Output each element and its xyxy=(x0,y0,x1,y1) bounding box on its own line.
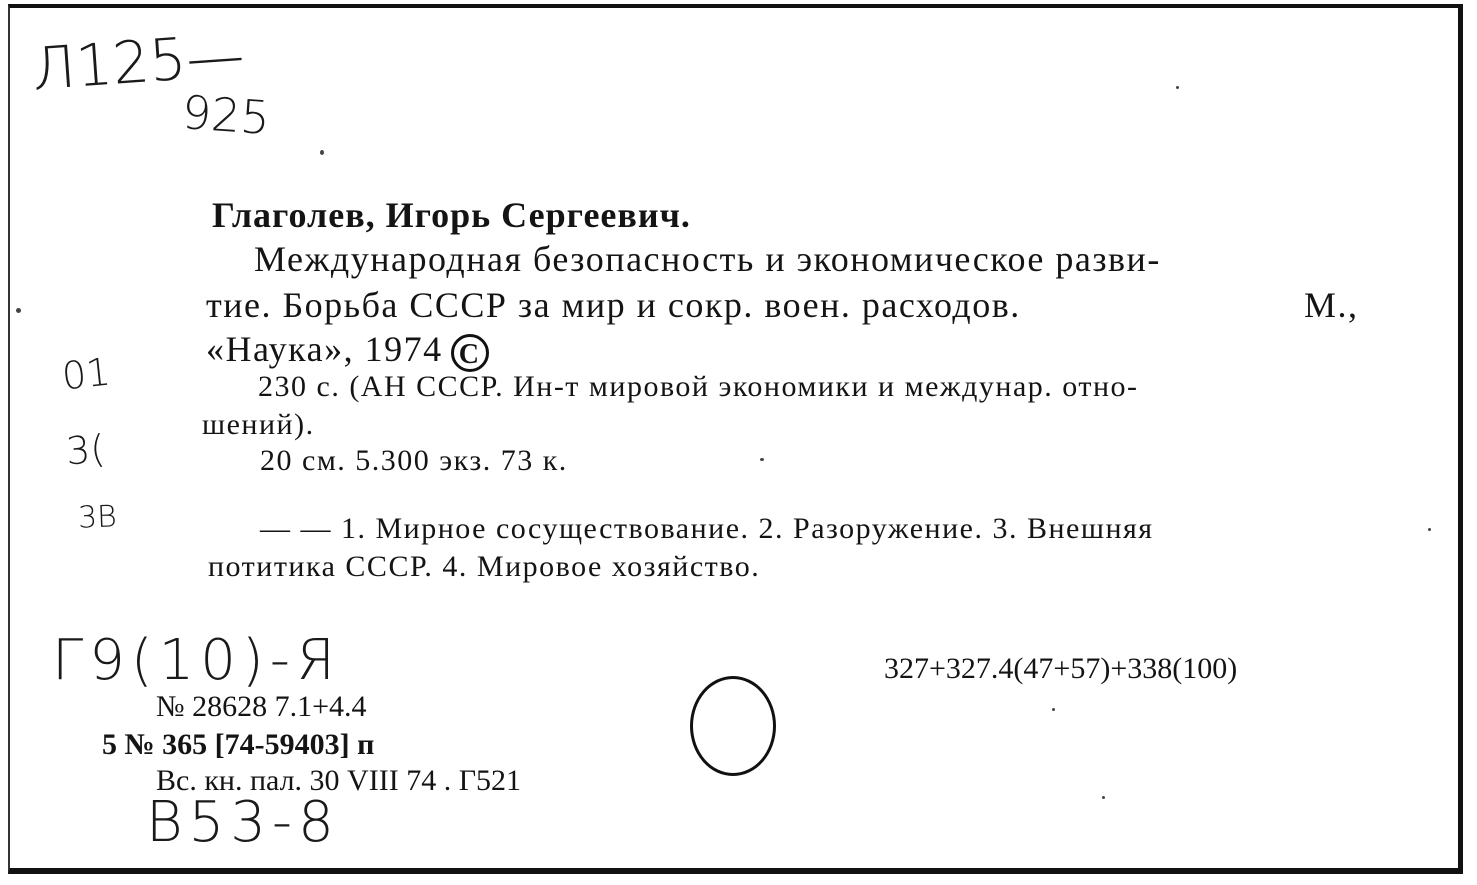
scan-speck xyxy=(1052,708,1055,711)
copyright-icon: C xyxy=(451,334,489,372)
margin-note-3: 3В xyxy=(77,499,118,536)
shelf-mark-sub: 925 xyxy=(180,85,272,145)
subjects-line-2: потитика СССР. 4. Мировое хозяйство. xyxy=(208,550,761,583)
scan-speck xyxy=(1428,528,1431,531)
pages-line-2: шений). xyxy=(202,408,315,441)
shelf-mark-top: Л125— xyxy=(29,20,247,104)
punch-hole-circle xyxy=(690,676,776,776)
publication-place: М., xyxy=(1304,285,1359,325)
margin-note-1: 01 xyxy=(59,349,113,399)
subjects-line-1: — — 1. Мирное сосуществование. 2. Разоружение. 3. Внешняя xyxy=(260,512,1154,545)
udc-index: 327+327.4(47+57)+338(100) xyxy=(884,652,1238,685)
scan-speck xyxy=(16,308,21,313)
print-info: Вс. кн. пал. 30 VIII 74 . Г521 xyxy=(156,764,522,797)
title-line-3 xyxy=(206,328,489,372)
author-heading: Глаголев, Игорь Сергеевич. xyxy=(212,195,691,235)
scan-speck xyxy=(760,458,764,461)
scan-speck xyxy=(1176,86,1179,89)
pages-line-1: 230 с. (АН СССР. Ин-т мировой экономики и междунар. отно- xyxy=(258,370,1139,403)
inventory-hand: В53-8 xyxy=(146,790,340,855)
size-line: 20 см. 5.300 экз. 73 к. xyxy=(260,444,568,477)
margin-note-2: 3( xyxy=(64,426,107,474)
classification-hand: Г9(10)-Я xyxy=(52,628,341,693)
record-number: № 28628 7.1+4.4 xyxy=(156,690,367,723)
scan-speck xyxy=(320,150,324,155)
order-number: 5 № 365 [74-59403] п xyxy=(102,728,375,761)
title-line-2: тие. Борьба СССР за мир и сокр. воен. расходов. xyxy=(206,285,1021,325)
title-line-1: Международная безопасность и экономическое разви- xyxy=(254,239,1161,279)
publisher-year: «Наука», 1974 xyxy=(206,329,443,369)
scan-speck xyxy=(1102,796,1105,799)
